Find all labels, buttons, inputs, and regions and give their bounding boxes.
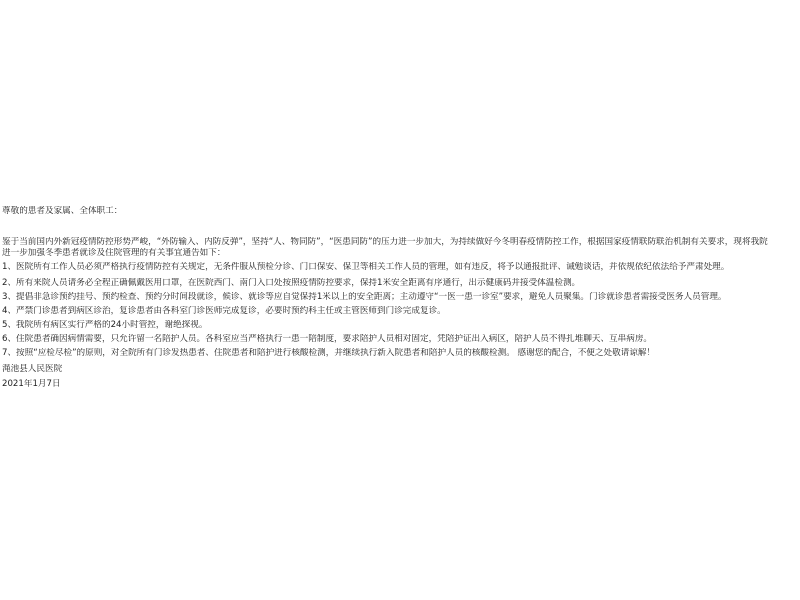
notice-intro-line-1: 鉴于当前国内外新冠疫情防控形势严峻，“外防输入、内防反弹”，坚持“人、物同防”，“医患同防”的压力进一步加大，为持续做好今冬明春疫情防控工作，根据国家疫情联防联治机制有关要求，现将我院 [2,237,768,247]
notice-item-4: 4、严禁门诊患者到病区诊治，复诊患者由各科室门诊医师完成复诊，必要时预约科主任或主管医师到门诊完成复诊。 [2,306,446,316]
notice-item-3: 3、提倡非急诊预约挂号、预约检查、预约分时间段就诊，候诊、就诊等应自觉保持1米以上的安全距离；主动遵守“一医一患一诊室”要求，避免人员聚集。门诊就诊患者需接受医务人员管理。 [2,292,727,302]
notice-intro-line-2: 进一步加强冬季患者就诊及住院管理的有关事宜通告如下： [2,248,226,258]
notice-greeting: 尊敬的患者及家属、全体职工： [2,206,123,216]
signature-date: 2021年1月7日 [2,379,61,389]
notice-item-5: 5、我院所有病区实行严格的24小时管控，谢绝探视。 [2,320,208,330]
notice-item-2: 2、所有来院人员请务必全程正确佩戴医用口罩，在医院西门、南门入口处按照疫情防控要求，保持1米安全距离有序通行，出示健康码并接受体温检测。 [2,278,581,288]
notice-item-6: 6、住院患者确因病情需要，只允许留一名陪护人员。各科室应当严格执行一患一陪制度，要求陪护人员相对固定，凭陪护证出入病区，陪护人员不得扎堆聊天、互串病房。 [2,334,653,344]
notice-item-7: 7、按照“应检尽检”的原则，对全院所有门诊发热患者、住院患者和陪护进行核酸检测，并继续执行新入院患者和陪护人员的核酸检测。 感谢您的配合，不便之处敬请谅解！ [2,348,656,358]
notice-item-1: 1、医院所有工作人员必须严格执行疫情防控有关规定，无条件服从预检分诊、门口保安、保卫等相关工作人员的管理，如有违反，将予以通报批评、诫勉谈话，并依规依纪依法给予严肃处理。 [2,262,730,272]
signature-organization: 渑池县人民医院 [2,364,63,374]
